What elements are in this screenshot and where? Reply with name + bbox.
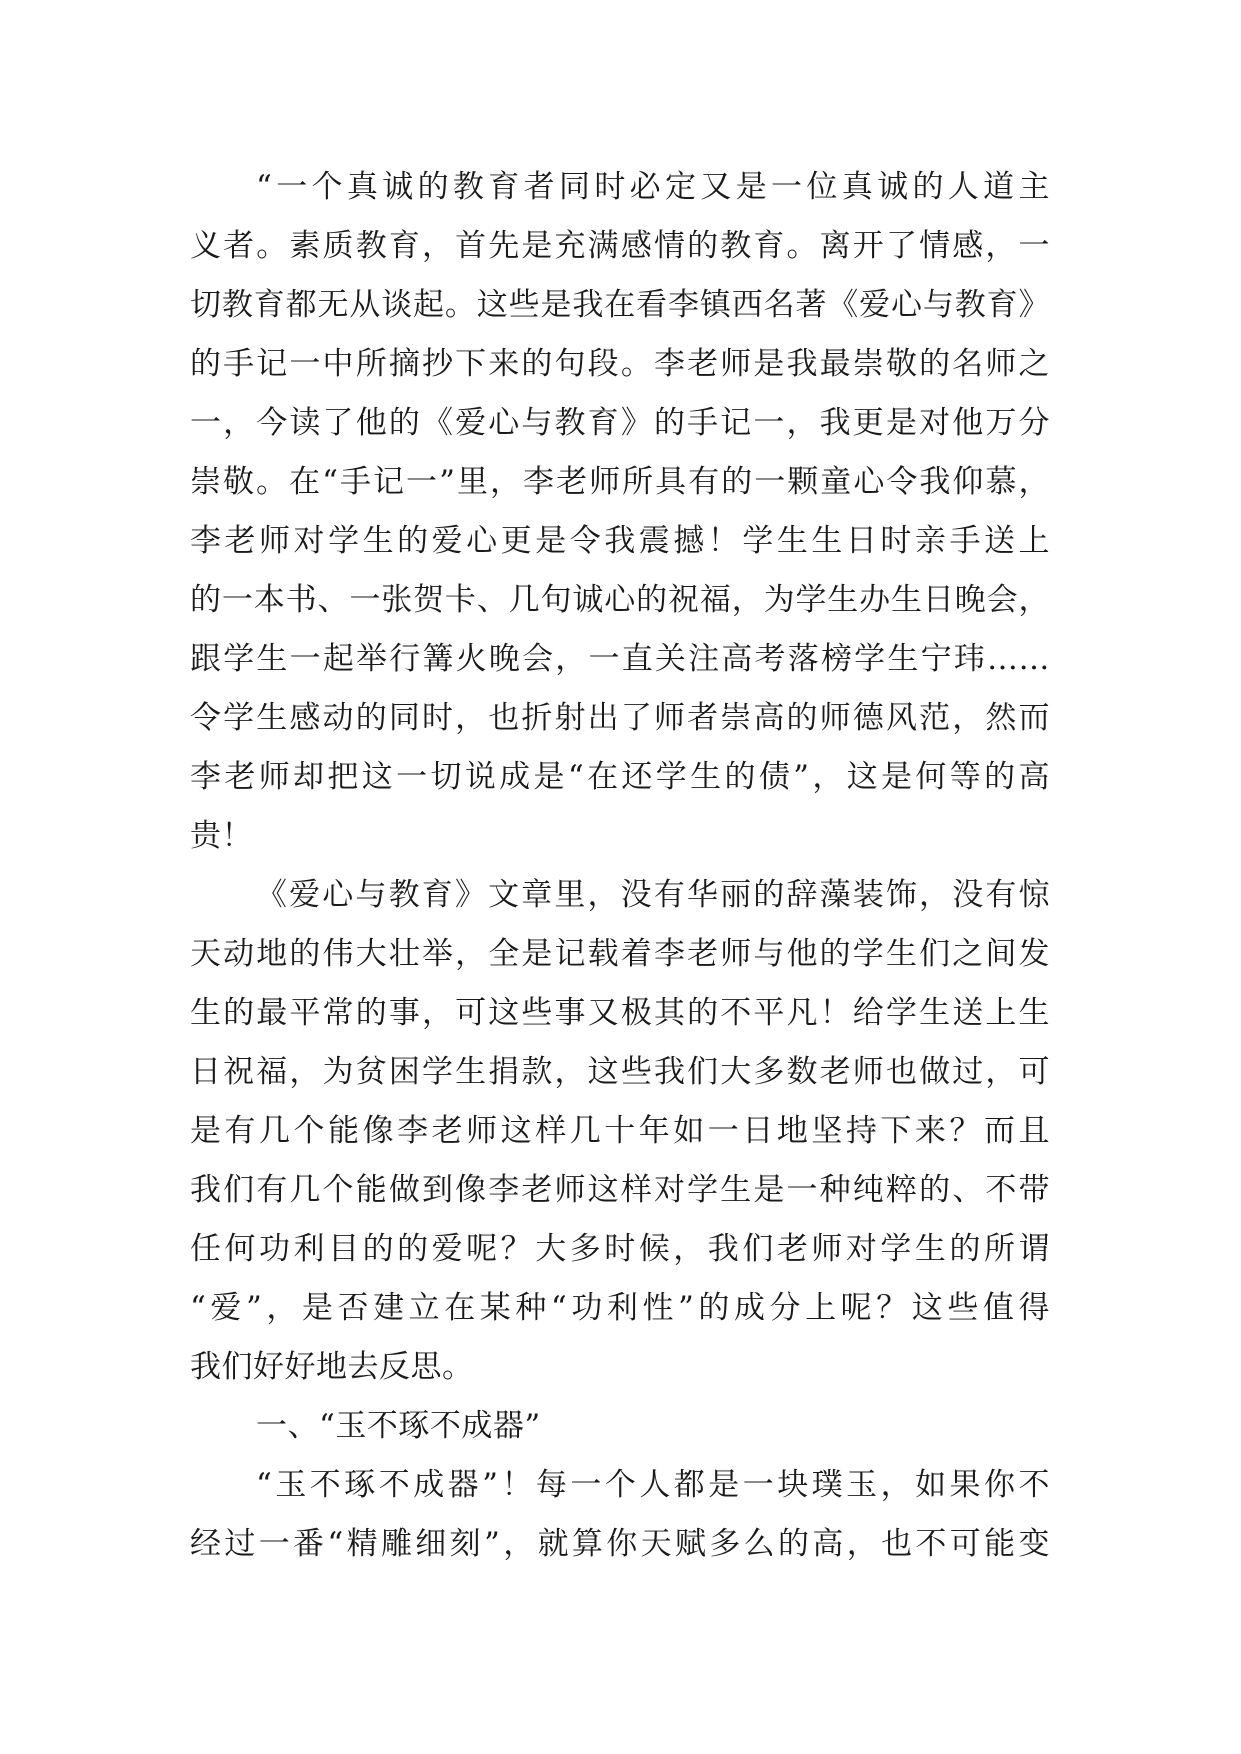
paragraph-1 (190, 158, 1050, 866)
paragraph-line: 切教育都无从谈起。这些是我在看李镇西名著《爱心与教育》 (190, 287, 1050, 323)
paragraph-line: 生的最平常的事，可这些事又极其的不平凡！给学生送上生 (190, 995, 1050, 1031)
paragraph-line: 跟学生一起举行篝火晚会，一直关注高考落榜学生宁玮…… (190, 641, 1050, 677)
paragraph-line: 义者。素质教育，首先是充满感情的教育。离开了情感，一 (190, 228, 1050, 264)
paragraph-line: 贵！ (190, 818, 253, 854)
section-heading: 一、“玉不琢不成器” (256, 1408, 541, 1444)
paragraph-line: 的一本书、一张贺卡、几句诚心的祝福，为学生办生日晚会， (190, 582, 1050, 618)
paragraph-line: 日祝福，为贫困学生捐款，这些我们大多数老师也做过，可 (190, 1054, 1050, 1090)
document-page (190, 158, 1050, 1574)
paragraph-line: 我们有几个能做到像李老师这样对学生是一种纯粹的、不带 (190, 1172, 1050, 1208)
paragraph-line: 任何功利目的的爱呢？大多时候，我们老师对学生的所谓 (190, 1231, 1050, 1267)
paragraph-line: 是有几个能像李老师这样几十年如一日地坚持下来？而且 (190, 1113, 1050, 1149)
paragraph-line: 一，今读了他的《爱心与教育》的手记一，我更是对他万分 (190, 405, 1050, 441)
paragraph-line: 李老师对学生的爱心更是令我震撼！学生生日时亲手送上 (190, 523, 1050, 559)
paragraph-line: 崇敬。在“手记一”里，李老师所具有的一颗童心令我仰慕， (190, 464, 1050, 500)
paragraph-line: 令学生感动的同时，也折射出了师者崇高的师德风范，然而 (190, 700, 1050, 736)
paragraph-2 (190, 866, 1050, 1397)
paragraph-line: 李老师却把这一切说成是“在还学生的债”，这是何等的高 (190, 759, 1050, 795)
paragraph-line: 经过一番“精雕细刻”，就算你天赋多么的高，也不可能变 (190, 1526, 1050, 1562)
paragraph-line: 《爱心与教育》文章里，没有华丽的辞藻装饰，没有惊 (256, 877, 1050, 913)
paragraph-line: 天动地的伟大壮举，全是记载着李老师与他的学生们之间发 (190, 936, 1050, 972)
paragraph-line: “一个真诚的教育者同时必定又是一位真诚的人道主 (256, 169, 1050, 205)
paragraph-line: “爱”，是否建立在某种“功利性”的成分上呢？这些值得 (190, 1290, 1050, 1326)
paragraph-line: 我们好好地去反思。 (190, 1349, 474, 1385)
paragraph-line: 的手记一中所摘抄下来的句段。李老师是我最崇敬的名师之 (190, 346, 1050, 382)
paragraph-3 (190, 1456, 1050, 1574)
paragraph-line: “玉不琢不成器”！每一个人都是一块璞玉，如果你不 (256, 1467, 1050, 1503)
